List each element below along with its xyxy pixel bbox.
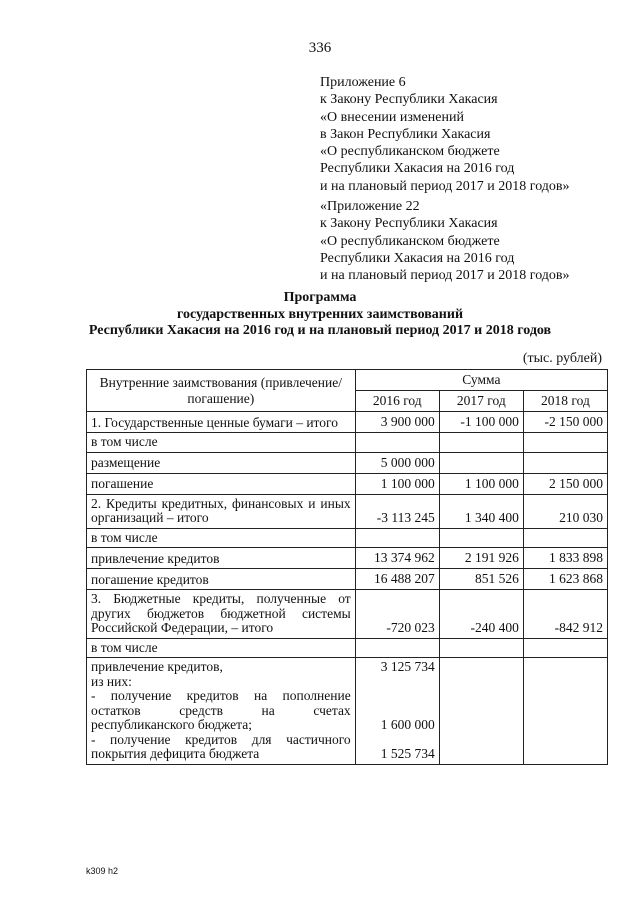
footer-code: k309 h2 — [86, 866, 119, 876]
appendix-line: Приложение 6 — [320, 75, 406, 90]
table-row — [87, 494, 608, 528]
value-2016 — [355, 528, 439, 548]
appendix-line: в Закон Республики Хакасия — [320, 126, 491, 142]
appendix-line: и на плановый период 2017 и 2018 годов» — [320, 268, 570, 284]
row-description: 3. Бюджетные кредиты, полученные от других бюджетов бюджетной системы Российской Федерации, – итого — [87, 590, 356, 639]
table-row — [87, 452, 608, 473]
appendix-line: Республики Хакасия на 2016 год — [320, 161, 515, 177]
row-description: в том числе — [87, 638, 356, 658]
row-description — [87, 658, 356, 765]
table-row — [87, 433, 608, 453]
desc-line: - получение кредитов на пополнение остатков средств на счетах республиканского бюджета; — [91, 688, 351, 732]
appendix-line: «О республиканском бюджете — [320, 144, 500, 160]
table-row — [87, 473, 608, 494]
appendix-line: «Приложение 22 — [320, 199, 420, 214]
value-2016: 3 900 000 — [355, 412, 439, 433]
row-description: размещение — [87, 452, 356, 473]
value-2018: 210 030 — [523, 494, 607, 528]
value-2016: -3 113 245 — [355, 494, 439, 528]
appendix-line: к Закону Республики Хакасия — [320, 92, 498, 108]
value-line: 3 125 734 — [380, 659, 435, 674]
value-2016: 1 100 000 — [355, 473, 439, 494]
row-description: в том числе — [87, 528, 356, 548]
value-2018 — [523, 452, 607, 473]
value-2018 — [523, 658, 607, 765]
row-description: погашение кредитов — [87, 569, 356, 590]
value-2016 — [355, 433, 439, 453]
value-2017: -240 400 — [439, 590, 523, 639]
value-2016: 16 488 207 — [355, 569, 439, 590]
table-row — [87, 638, 608, 658]
title-line: государственных внутренних заимствований — [176, 306, 464, 322]
value-2018: 1 623 868 — [523, 569, 607, 590]
value-2016: -720 023 — [355, 590, 439, 639]
desc-line: привлечение кредитов, — [91, 659, 223, 674]
page-number: 336 — [308, 40, 332, 56]
value-2016: 13 374 962 — [355, 548, 439, 569]
value-2018 — [523, 638, 607, 658]
value-2017: 1 340 400 — [439, 494, 523, 528]
header-description: Внутренние заимствования (привлечение/погашение) — [87, 370, 356, 412]
appendix-22-heading — [320, 198, 570, 284]
appendix-6-heading — [320, 74, 570, 195]
value-line: 1 600 000 — [380, 717, 435, 732]
header-sum: Сумма — [355, 370, 607, 391]
value-2017 — [439, 452, 523, 473]
table-row — [87, 412, 608, 433]
row-description: в том числе — [87, 433, 356, 453]
title-line: Республики Хакасия на 2016 год и на плановый период 2017 и 2018 годов — [88, 323, 552, 338]
value-2018: -2 150 000 — [523, 412, 607, 433]
table-row — [87, 658, 608, 765]
value-2017: 851 526 — [439, 569, 523, 590]
header-year-2018: 2018 год — [523, 391, 607, 412]
table-row — [87, 528, 608, 548]
appendix-line: Республики Хакасия на 2016 год — [320, 250, 515, 266]
value-2017 — [439, 528, 523, 548]
value-2016 — [355, 638, 439, 658]
table-row — [87, 548, 608, 569]
value-2017 — [439, 658, 523, 765]
header-year-2017: 2017 год — [439, 391, 523, 412]
value-2016 — [355, 658, 439, 765]
row-description: 2. Кредиты кредитных, финансовых и иных организаций – итого — [87, 494, 356, 528]
desc-line: из них: — [91, 673, 132, 689]
value-2018: 1 833 898 — [523, 548, 607, 569]
value-2018 — [523, 433, 607, 453]
appendix-line: к Закону Республики Хакасия — [320, 216, 498, 232]
appendix-line: «О республиканском бюджете — [320, 233, 500, 249]
row-description: погашение — [87, 473, 356, 494]
value-2018 — [523, 528, 607, 548]
value-2018: -842 912 — [523, 590, 607, 639]
row-description: привлечение кредитов — [87, 548, 356, 569]
table-row — [87, 590, 608, 639]
value-2017: 2 191 926 — [439, 548, 523, 569]
value-2018: 2 150 000 — [523, 473, 607, 494]
units-label: (тыс. рублей) — [522, 351, 602, 366]
appendix-line: «О внесении изменений — [320, 109, 464, 125]
value-line: 1 525 734 — [380, 746, 435, 761]
value-2017: 1 100 000 — [439, 473, 523, 494]
desc-line: - получение кредитов для частичного покрытия дефицита бюджета — [91, 731, 351, 761]
appendix-line: и на плановый период 2017 и 2018 годов» — [320, 178, 570, 194]
value-2017 — [439, 638, 523, 658]
value-2016: 5 000 000 — [355, 452, 439, 473]
table-row — [87, 569, 608, 590]
value-2017 — [439, 433, 523, 453]
borrowing-table — [86, 369, 608, 765]
row-description: 1. Государственные ценные бумаги – итого — [87, 412, 356, 433]
document-title — [0, 290, 640, 340]
header-year-2016: 2016 год — [355, 391, 439, 412]
value-2017: -1 100 000 — [439, 412, 523, 433]
title-line: Программа — [283, 290, 357, 305]
